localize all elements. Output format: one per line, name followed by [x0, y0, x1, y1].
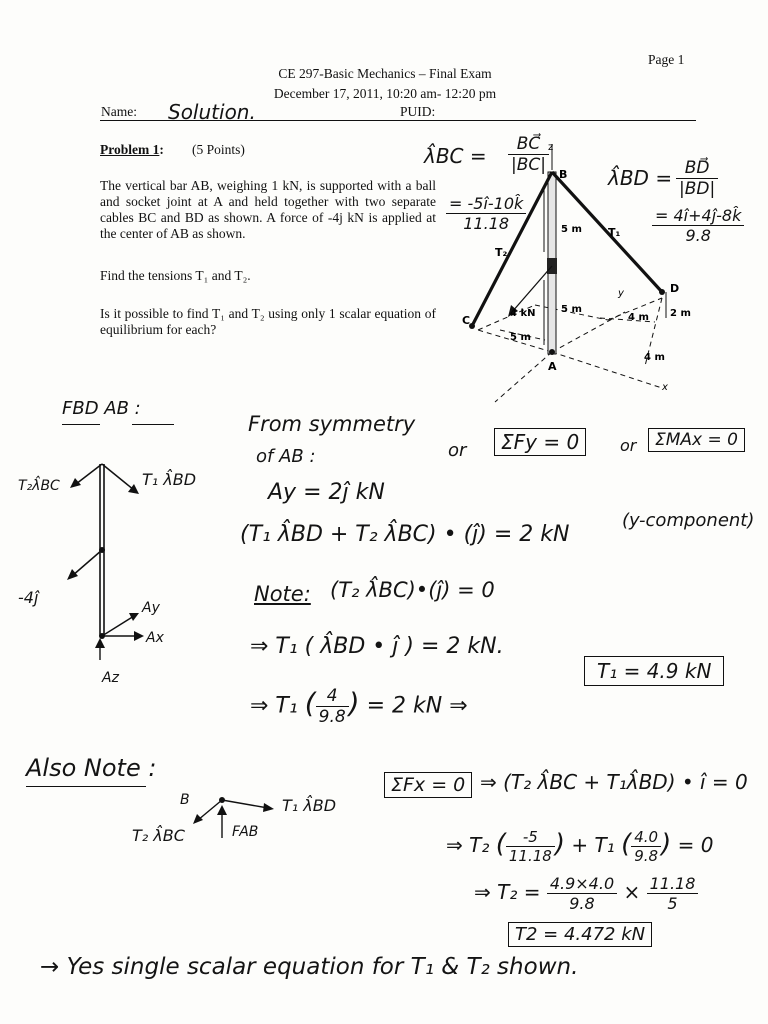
sum-fx-box: ΣFx = 0: [384, 772, 472, 798]
label-b: B: [559, 168, 568, 181]
problem-question: Is it possible to find T₁ and T₂ using only 1 scalar equation of equilibrium for each?: [100, 306, 436, 337]
or-text-1: or: [448, 440, 467, 461]
label-a: A: [548, 360, 557, 373]
fbd2-fab-label: FAB: [232, 824, 259, 840]
sum-fy-box: ΣFy = 0: [494, 428, 586, 456]
t2-result-box: T2 = 4.472 kN: [508, 922, 652, 947]
dim-5m-top: 5 m: [561, 224, 582, 235]
fbd2-b-label: B: [180, 792, 190, 808]
dim-4m-d: 4 m: [628, 312, 649, 323]
lambda-bc-value: $\frac{= -5î-10k̂}{11.18}$: [446, 194, 526, 233]
lambda-bc-label: λ̂BC =: [424, 144, 487, 168]
problem-statement: The vertical bar AB, weighing 1 kN, is supported with a ball and socket joint at A and held together with two separate cables BC and BD as shown. A force of -4j kN is applied at the center of AB as shown.: [100, 178, 436, 241]
ay-equation: Ay = 2ĵ kN: [268, 480, 385, 505]
label-z: z: [548, 142, 554, 153]
dim-5m-c: 5 m: [510, 332, 531, 343]
fbd-t1-label: T₁ λ̂BD: [142, 470, 197, 489]
fbd-force-label: -4ĵ: [18, 588, 39, 607]
force-label: 4 kN: [510, 308, 536, 319]
y-component-note: (y-component): [622, 510, 755, 531]
fbd2-t2-label: T₂ λ̂BC: [132, 826, 185, 845]
step-2: ⇒ T₁ ( $\frac{4}{9.8}$ ) = 2 kN ⇒: [250, 686, 468, 727]
fbd-title: FBD AB :: [62, 398, 141, 419]
sum-max-box: ΣMAx = 0: [648, 428, 745, 452]
note-equation: (T₂ λ̂BC)•(ĵ) = 0: [330, 578, 495, 602]
or-text-2: or: [620, 436, 637, 455]
step-1: ⇒ T₁ ( λ̂BD • ĵ ) = 2 kN.: [250, 634, 504, 659]
fbd-t2-label: T₂λ̂BC: [18, 478, 60, 494]
also-note-underline: [26, 786, 146, 787]
t2-computation: ⇒ T₂ = $\frac{4.9\times 4.0}{9.8}$ × $\frac{11.18}{5}$: [474, 874, 698, 913]
label-y: y: [618, 288, 624, 299]
fx-substitution: ⇒ T₂ ( $\frac{-5}{11.18}$ ) + T₁ ( $\frac{4.0}{9.8}$ ) = 0: [446, 828, 714, 865]
fbd-az-label: Az: [102, 670, 119, 686]
label-c: C: [462, 314, 471, 327]
problem-find: Find the tensions T₁ and T₂.: [100, 268, 251, 283]
also-note-label: Also Note :: [26, 754, 157, 782]
problem-heading: Problem 1:: [100, 142, 164, 157]
lambda-bc-fraction: $\frac{BC⃗}{|BC|}$: [508, 134, 549, 175]
fbd-ax-label: Ax: [146, 630, 164, 646]
lambda-bd-value: $\frac{= 4î+4ĵ-8k̂}{9.8}$: [652, 206, 744, 245]
fbd-underline-2: [132, 424, 174, 425]
name-line: [100, 120, 696, 121]
dim-5m-mid: 5 m: [561, 304, 582, 315]
symmetry-line-1: From symmetry: [248, 412, 416, 436]
label-d: D: [670, 282, 680, 295]
puid-label: PUID:: [400, 104, 436, 119]
conclusion: → Yes single scalar equation for T₁ & T₂ shown.: [40, 954, 579, 980]
dot-equation: (T₁ λ̂BD + T₂ λ̂BC) • (ĵ) = 2 kN: [240, 522, 570, 547]
page-number: Page 1: [648, 52, 685, 67]
symmetry-line-2: of AB :: [256, 446, 316, 467]
dim-2m: 2 m: [670, 308, 691, 319]
label-x: x: [662, 382, 668, 393]
dim-4m-x: 4 m: [644, 352, 665, 363]
label-t1: T₁: [608, 226, 621, 239]
fbd2-t1-label: T₁ λ̂BD: [282, 796, 337, 815]
t1-result-box: T₁ = 4.9 kN: [584, 656, 724, 686]
exam-title: CE 297-Basic Mechanics – Final Exam: [278, 66, 492, 81]
note-label: Note:: [254, 582, 311, 606]
problem-figure: [440, 140, 700, 410]
lambda-bd-label: λ̂BD =: [608, 166, 673, 190]
fbd-underline-1: [62, 424, 100, 425]
name-value: Solution.: [168, 100, 256, 124]
name-label: Name:: [101, 104, 137, 119]
lambda-bd-fraction: $\frac{BD⃗}{|BD|}$: [676, 158, 718, 199]
fbd-ay-label: Ay: [142, 600, 160, 616]
exam-date: December 17, 2011, 10:20 am- 12:20 pm: [273, 86, 497, 101]
label-t2: T₂: [495, 246, 508, 259]
problem-points: (5 Points): [192, 142, 245, 157]
fx-equation: ⇒ (T₂ λ̂BC + T₁λ̂BD) • î = 0: [480, 770, 748, 794]
